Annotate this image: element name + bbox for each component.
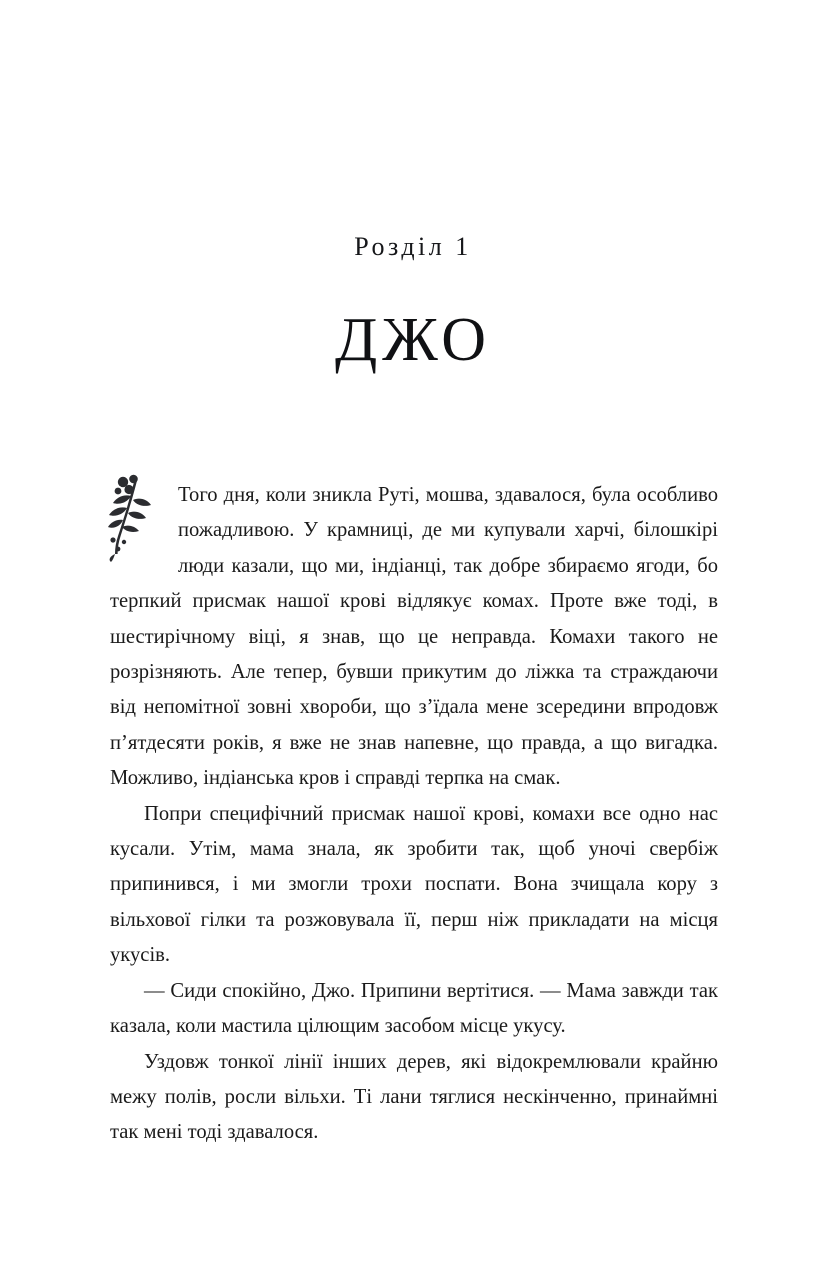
paragraph-text: Попри специфічний присмак нашої крові, комахи все одно нас кусали. Утім, мама знала, як зробити так, щоб уночі свербіж припинився, і ми змогли трохи поспати. Вона зчищала кору з вільхової гілки та розжовувала її, перш ніж прикладати на місця укусів. bbox=[110, 802, 718, 967]
body-text bbox=[110, 478, 718, 1151]
paragraph bbox=[110, 797, 718, 974]
paragraph bbox=[110, 478, 718, 797]
ornament-float-spacer bbox=[110, 478, 172, 578]
paragraph bbox=[110, 1045, 718, 1151]
chapter-label: Розділ 1 bbox=[354, 232, 472, 261]
paragraph bbox=[110, 974, 718, 1045]
paragraph-text: — Сиди спокійно, Джо. Припини вертітися. — Мама завжди так казала, коли мастила цілющим засобом місце укусу. bbox=[110, 979, 718, 1038]
paragraph-text: Уздовж тонкої лінії інших дерев, які відокремлювали крайню межу полів, росли вільхи. Ті лани тяглися нескінченно, принаймні так мені тоді здавалося. bbox=[110, 1050, 718, 1144]
paragraph-text: Того дня, коли зникла Руті, мошва, здавалося, була особливо пожадливою. У крамниці, де ми купували харчі, білошкірі люди казали, що ми, індіанці, так добре збираємо ягоди, бо терпкий присмак нашої крові відлякує комах. Проте вже тоді, в шестирічному віці, я знав, що це неправда. Комахи такого не розрізняють. Але тепер, бувши прикутим до ліжка та страждаючи від непомітної зовні хвороби, що з’їдала мене зсередини впродовж п’ятдесяти років, я вже не знав напевне, що правда, а що вигадка. Можливо, індіанська кров і справді терпка на смак. bbox=[110, 484, 718, 790]
page-title: ДЖО bbox=[334, 306, 492, 374]
